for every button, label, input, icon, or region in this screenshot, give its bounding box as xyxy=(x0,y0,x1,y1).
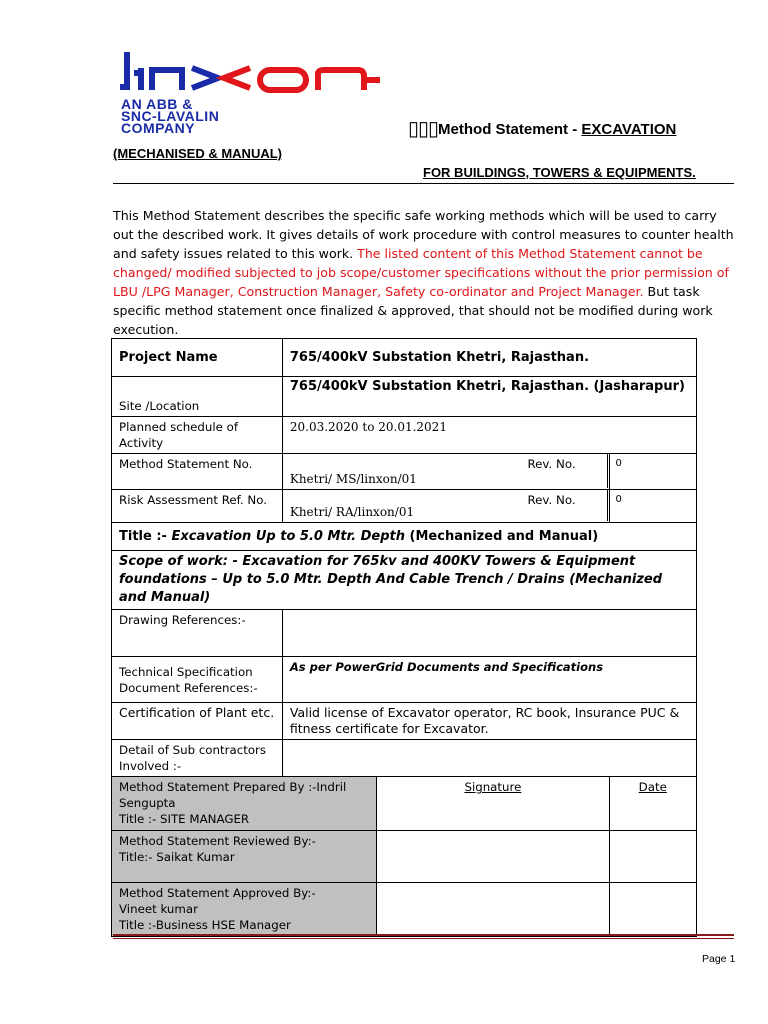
rev-value-2: 0 xyxy=(615,494,622,505)
date-header: Date xyxy=(609,777,697,831)
drawing-value xyxy=(282,610,696,657)
intro-paragraph xyxy=(113,206,738,339)
tagline-line-2: SNC-LAVALIN xyxy=(121,108,220,124)
rev-value-1: 0 xyxy=(615,458,622,469)
schedule-label: Planned schedule of Activity xyxy=(112,417,283,454)
ms-no-label: Method Statement No. xyxy=(112,454,283,490)
linxon-logo xyxy=(120,48,405,98)
schedule-value: 20.03.2020 to 20.01.2021 xyxy=(282,417,696,454)
approved-signature xyxy=(377,883,609,937)
footer-rule-thin xyxy=(113,938,734,939)
intro-warning: The listed content of this Method Statement cannot be changed/ modified subjected to job scope/customer specifications without the prior permission of LBU /LPG Manager, Construction Manager, Safety co-ordinator and Project Manager. xyxy=(113,246,729,299)
reviewed-date xyxy=(609,831,697,883)
title-prefix: Method Statement - xyxy=(438,121,582,138)
prepared-by-cell xyxy=(112,777,377,831)
tagline-line-3: COMPANY xyxy=(121,120,196,136)
activity-title-italic: Excavation Up to 5.0 Mtr. Depth xyxy=(171,528,406,544)
logo-tagline xyxy=(121,98,219,134)
subtitle-left: (MECHANISED & MANUAL) xyxy=(113,146,282,161)
ra-label: Risk Assessment Ref. No. xyxy=(112,490,283,523)
approved-by-cell xyxy=(112,883,377,937)
rev-label-2: Rev. No. xyxy=(522,490,608,521)
signature-header: Signature xyxy=(377,777,609,831)
rev-cell-1 xyxy=(527,454,697,490)
reviewed-title: Title:- Saikat Kumar xyxy=(119,850,235,864)
sub-contractors-value xyxy=(282,740,696,777)
document-title xyxy=(408,116,676,141)
drawing-label: Drawing References:- xyxy=(112,610,283,657)
page-number: Page 1 xyxy=(702,953,736,965)
tagline-line-1: AN ABB & xyxy=(121,96,193,112)
title-excavation: EXCAVATION xyxy=(581,121,677,138)
header-divider xyxy=(113,183,734,184)
footer-rule xyxy=(113,934,734,936)
rev-cell-2 xyxy=(527,490,697,523)
reviewed-by: Method Statement Reviewed By:- xyxy=(119,834,316,848)
scope-of-work: Scope of work: - Excavation for 765kv and 400KV Towers & Equipment foundations – Up to 5.0 Mtr. Depth And Cable Trench / Drains (Mechanized and Manual) xyxy=(112,551,697,610)
site-label: Site /Location xyxy=(112,377,283,417)
tech-spec-label: Technical Specification Document References:- xyxy=(112,657,283,703)
project-name-label: Project Name xyxy=(112,339,283,377)
missing-glyph-icon: ▯▯▯ xyxy=(408,118,439,140)
reviewed-signature xyxy=(377,831,609,883)
certification-value: Valid license of Excavator operator, RC book, Insurance PUC & fitness certificate for Excavator. xyxy=(282,703,696,740)
sub-contractors-label: Detail of Sub contractors Involved :- xyxy=(112,740,283,777)
activity-title-prefix: Title :- xyxy=(119,528,172,544)
ra-value: Khetri/ RA/linxon/01 xyxy=(282,490,609,523)
approved-by: Method Statement Approved By:- xyxy=(119,886,316,900)
ms-no-value: Khetri/ MS/linxon/01 xyxy=(282,454,609,490)
activity-title xyxy=(112,523,697,551)
activity-title-suffix: (Mechanized and Manual) xyxy=(405,528,599,544)
reviewed-by-cell xyxy=(112,831,377,883)
rev-label-1: Rev. No. xyxy=(522,454,608,488)
method-statement-table xyxy=(111,338,697,937)
tech-spec-value: As per PowerGrid Documents and Specifications xyxy=(282,657,696,703)
prepared-title: Title :- SITE MANAGER xyxy=(119,812,250,826)
approved-date xyxy=(609,883,697,937)
intro-part-3: But task specific method statement once finalized & approved, that should not be modified during work execution. xyxy=(113,284,713,337)
prepared-by: Method Statement Prepared By :-Indril Sengupta xyxy=(119,780,347,810)
project-name-value: 765/400kV Substation Khetri, Rajasthan. xyxy=(282,339,696,377)
approved-title: Title :-Business HSE Manager xyxy=(119,918,291,932)
certification-label: Certification of Plant etc. xyxy=(112,703,283,740)
subtitle-right: FOR BUILDINGS, TOWERS & EQUIPMENTS. xyxy=(423,165,696,180)
site-value: 765/400kV Substation Khetri, Rajasthan. (Jasharapur) xyxy=(282,377,696,417)
intro-part-1: This Method Statement describes the specific safe working methods which will be used to carry out the described work. It gives details of work procedure with control measures to counter health and safety issues related to this work. xyxy=(113,208,734,261)
approved-name: Vineet kumar xyxy=(119,902,198,916)
